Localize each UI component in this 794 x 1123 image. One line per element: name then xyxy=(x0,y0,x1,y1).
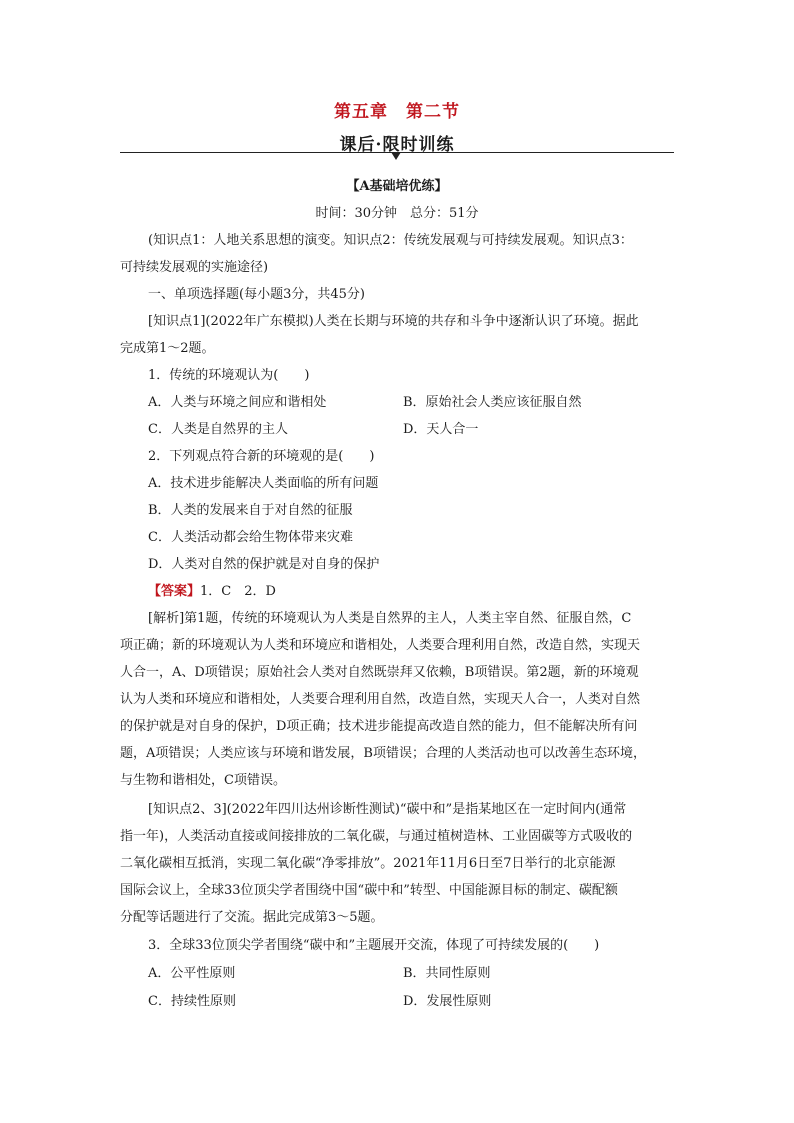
question-2-stem: 2．下列观点符合新的环境观的是( ) xyxy=(148,449,375,464)
analysis-line-2: 项正确；新的环境观认为人类和环境应和谐相处，人类要合理利用自然，改造自然，实现天 xyxy=(120,638,641,653)
question-2-option-c: C．人类活动都会给生物体带来灾难 xyxy=(148,530,353,545)
question-2-option-a: A．技术进步能解决人类面临的所有问题 xyxy=(148,476,379,491)
analysis-line-4: 认为人类和环境应和谐相处，人类要合理利用自然，改造自然，实现天人合一，人类对自然 xyxy=(120,692,641,707)
group1-intro-line-2: 完成第1～2题。 xyxy=(120,341,215,356)
question-3-option-b: B．共同性原则 xyxy=(403,966,491,981)
section-label: 【A基础培优练】 xyxy=(346,179,448,194)
question-3-option-a: A．公平性原则 xyxy=(148,966,236,981)
question-1-stem: 1．传统的环境观认为( ) xyxy=(148,368,310,383)
answer-text: 1．C 2．D xyxy=(200,584,276,599)
knowledge-points-line-1: (知识点1：人地关系思想的演变。知识点2：传统发展观与可持续发展观。知识点3： xyxy=(148,233,633,248)
question-1-option-d: D．天人合一 xyxy=(403,422,479,437)
analysis-line-1: [解析]第1题，传统的环境观认为人类是自然界的主人，人类主宰自然、征服自然，C xyxy=(148,611,632,626)
question-1-option-b: B．原始社会人类应该征服自然 xyxy=(403,395,582,410)
question-3-stem: 3．全球33位顶尖学者围绕“碳中和”主题展开交流，体现了可持续发展的( ) xyxy=(148,938,600,953)
question-1-option-a: A．人类与环境之间应和谐相处 xyxy=(148,395,327,410)
question-2-option-b: B．人类的发展来自于对自然的征服 xyxy=(148,503,353,518)
time-score-line: 时间：30分钟 总分：51分 xyxy=(315,206,479,221)
knowledge-points-line-2: 可持续发展观的实施途径) xyxy=(120,260,269,275)
group2-intro-line-2: 指一年)，人类活动直接或间接排放的二氧化碳，与通过植树造林、工业固碳等方式吸收的 xyxy=(120,829,633,844)
chapter-title: 第五章 第二节 xyxy=(334,102,460,122)
question-3-option-c: C．持续性原则 xyxy=(148,994,236,1009)
question-1-option-c: C．人类是自然界的主人 xyxy=(148,422,288,437)
group2-intro-line-4: 国际会议上，全球33位顶尖学者围绕中国“碳中和”转型、中国能源目标的制定、碳配额 xyxy=(120,883,618,898)
answer-label: 【答案】 xyxy=(148,584,201,599)
divider-arrow-icon xyxy=(391,152,401,160)
page-subtitle: 课后·限时训练 xyxy=(339,135,455,155)
question-2-option-d: D．人类对自然的保护就是对自身的保护 xyxy=(148,557,380,572)
group2-intro-line-1: [知识点2、3](2022年四川达州诊断性测试)“碳中和”是指某地区在一定时间内(通常 xyxy=(148,802,627,817)
analysis-line-6: 题，A项错误；人类应该与环境和谐发展，B项错误；合理的人类活动也可以改善生态环境， xyxy=(120,746,646,761)
analysis-line-5: 的保护就是对自身的保护，D项正确；技术进步能提高改造自然的能力，但不能解决所有问 xyxy=(120,719,638,734)
analysis-line-3: 人合一，A、D项错误；原始社会人类对自然既崇拜又依赖，B项错误。第2题，新的环境观 xyxy=(120,665,639,680)
group2-intro-line-5: 分配等话题进行了交流。据此完成第3～5题。 xyxy=(120,910,384,925)
group2-intro-line-3: 二氧化碳相互抵消，实现二氧化碳“净零排放”。2021年11月6日至7日举行的北京能源 xyxy=(120,856,616,871)
answer-line xyxy=(148,580,276,599)
question-3-option-d: D．发展性原则 xyxy=(403,994,492,1009)
group1-intro-line-1: [知识点1](2022年广东模拟)人类在长期与环境的共存和斗争中逐渐认识了环境。据此 xyxy=(148,314,639,329)
analysis-line-7: 与生物和谐相处，C项错误。 xyxy=(120,773,286,788)
part-title: 一、单项选择题(每小题3分，共45分) xyxy=(148,287,365,302)
